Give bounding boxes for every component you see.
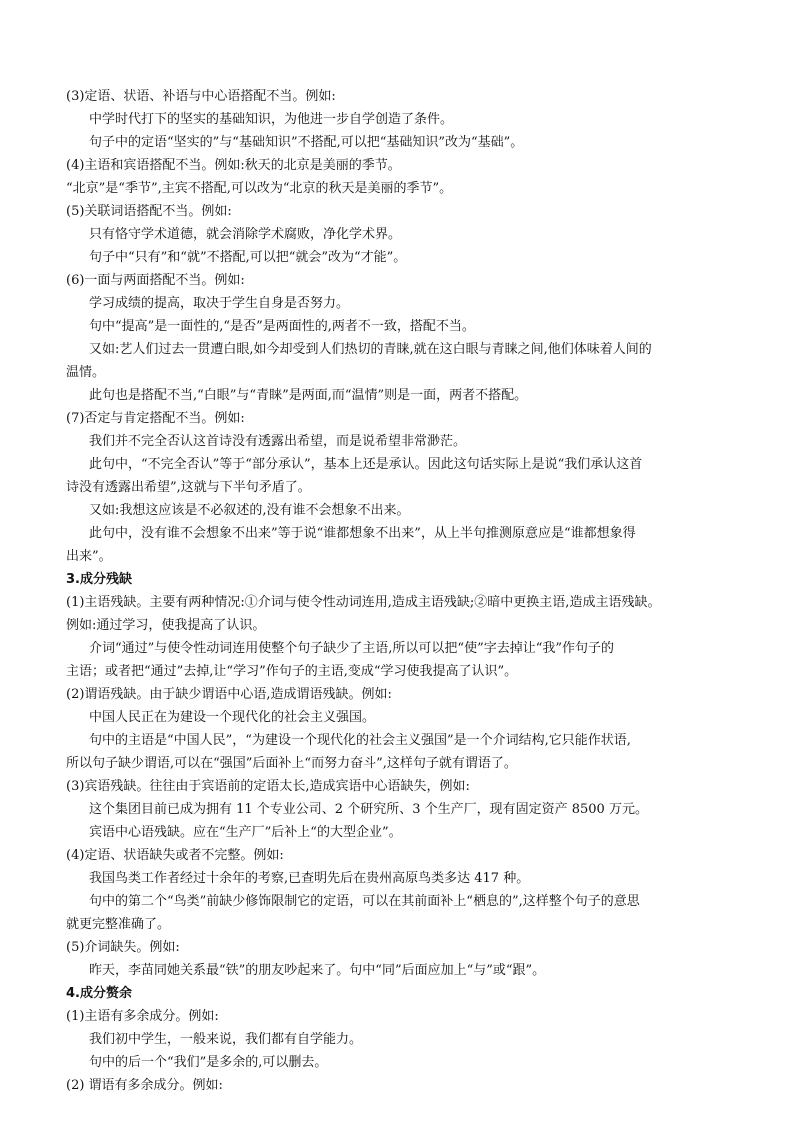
body-text-line: “北京”是“季节”,主宾不搭配,可以改为“北京的秋天是美丽的季节”。: [66, 181, 453, 196]
numbered-item: (3)定语、状语、补语与中心语搭配不当。例如:: [66, 89, 336, 104]
body-text-line: 句中的后一个“我们”是多余的,可以删去。: [89, 1055, 328, 1070]
body-text-line: 又如:我想这应该是不必叙述的,没有谁不会想象不出来。: [89, 503, 410, 518]
example-sentence: 只有恪守学术道德，就会消除学术腐败，净化学术界。: [89, 227, 402, 242]
body-text-line: 句子中“只有”和“就”不搭配,可以把“就会”改为“才能”。: [89, 250, 407, 265]
numbered-item: (3)宾语残缺。往往由于宾语前的定语太长,造成宾语中心语缺失，例如:: [66, 779, 470, 794]
body-text-line: 例如:通过学习，使我提高了认识。: [66, 618, 266, 633]
example-sentence: 中学时代打下的坚实的基础知识，为他进一步自学创造了条件。: [89, 112, 454, 127]
numbered-item: (5)介词缺失。例如:: [66, 940, 180, 955]
example-sentence: 昨天，李苗同她关系最“铁”的朋友吵起来了。句中“同”后面应加上“与”或“跟”。: [89, 963, 546, 978]
numbered-item: (4)定语、状语缺失或者不完整。例如:: [66, 848, 284, 863]
body-text-line: 句中“提高”是一面性的,“是否”是两面性的,两者不一致，搭配不当。: [89, 319, 475, 334]
body-text-line: 出来”。: [66, 549, 112, 564]
body-text-line: 主语；或者把“通过”去掉,让“学习”作句子的主语,变成“学习使我提高了认识”。: [66, 664, 518, 679]
example-sentence: 我国鸟类工作者经过十余年的考察,已查明先后在贵州高原鸟类多达 417 种。: [89, 871, 530, 886]
body-text-line: 温情。: [66, 365, 106, 380]
numbered-item: (2)谓语残缺。由于缺少谓语中心语,造成谓语残缺。例如:: [66, 687, 392, 702]
numbered-item: (5)关联词语搭配不当。例如:: [66, 204, 232, 219]
body-text-line: 诗没有透露出希望”,这就与下半句矛盾了。: [66, 480, 311, 495]
body-text-line: 又如:艺人们过去一贯遭白眼,如今却受到人们热切的青睐,就在这白眼与青睐之间,他们体味着人间的: [89, 342, 652, 357]
body-text-line: 就更完整准确了。: [66, 917, 171, 932]
body-text-line: 宾语中心语残缺。应在“生产厂”后补上“的大型企业”。: [89, 825, 402, 840]
example-sentence: 中国人民正在为建设一个现代化的社会主义强国。: [89, 710, 376, 725]
example-sentence: 我们并不完全否认这首诗没有透露出希望，而是说希望非常渺茫。: [89, 434, 467, 449]
body-text-line: 所以句子缺少谓语,可以在“强国”后面补上“而努力奋斗”,这样句子就有谓语了。: [66, 756, 517, 771]
body-text-line: 句中的第二个“鸟类”前缺少修饰限制它的定语，可以在其前面补上“栖息的”,这样整个句子的意思: [89, 894, 640, 909]
section-heading: 3.成分残缺: [66, 572, 132, 587]
numbered-item: (2) 谓语有多余成分。例如:: [66, 1078, 223, 1093]
body-text-line: 此句中，“不完全否认”等于“部分承认”，基本上还是承认。因此这句话实际上是说“我们承认这首: [89, 457, 643, 472]
body-text-line: 句子中的定语“坚实的”与“基础知识”不搭配,可以把“基础知识”改为“基础”。: [89, 135, 524, 150]
numbered-item: (1)主语残缺。主要有两种情况:①介词与使令性动词连用,造成主语残缺;②暗中更换主语,造成主语残缺。: [66, 595, 661, 610]
example-sentence: 这个集团目前已成为拥有 11 个专业公司、2 个研究所、3 个生产厂，现有固定资产 8500 万元。: [89, 802, 648, 817]
numbered-item: (4)主语和宾语搭配不当。例如:秋天的北京是美丽的季节。: [66, 158, 401, 173]
section-heading: 4.成分赘余: [66, 986, 132, 1001]
example-sentence: 我们初中学生，一般来说，我们都有自学能力。: [89, 1032, 363, 1047]
body-text-line: 此句中，没有谁不会想象不出来”等于说“谁都想象不出来”，从上半句推测原意应是“谁都想象得: [89, 526, 636, 541]
numbered-item: (1)主语有多余成分。例如:: [66, 1009, 219, 1024]
body-text-line: 介词“通过”与使令性动词连用使整个句子缺少了主语,所以可以把“使”字去掉让“我”作句子的: [89, 641, 615, 656]
numbered-item: (6)一面与两面搭配不当。例如:: [66, 273, 245, 288]
body-text-line: 句中的主语是“中国人民”，“为建设一个现代化的社会主义强国”是一个介词结构,它只能作状语,: [89, 733, 631, 748]
numbered-item: (7)否定与肯定搭配不当。例如:: [66, 411, 245, 426]
example-sentence: 学习成绩的提高，取决于学生自身是否努力。: [89, 296, 350, 311]
body-text-line: 此句也是搭配不当,“白眼”与“青睐”是两面,而“温情”则是一面，两者不搭配。: [89, 388, 528, 403]
